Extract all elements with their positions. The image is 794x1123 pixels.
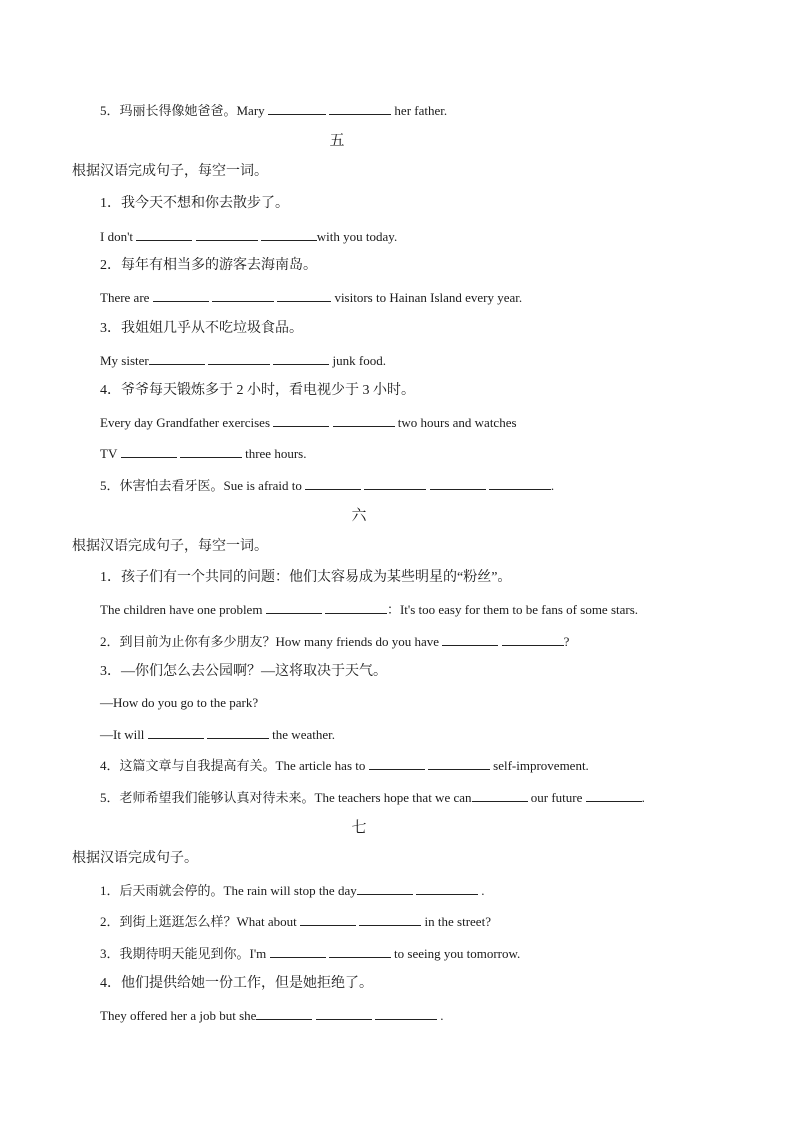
line-text: 5．玛丽长得像她爸爸。Mary <box>100 103 268 118</box>
sentence-line <box>100 788 645 806</box>
line-text: her father. <box>391 103 448 118</box>
line-text: 根据汉语完成句子，每空一词。 <box>72 539 268 554</box>
line-text: My sister <box>100 353 149 368</box>
line-text: . <box>550 478 555 493</box>
answer-blank <box>212 288 274 302</box>
line-text: I don't <box>100 229 137 244</box>
answer-blank <box>369 756 425 770</box>
sentence-line <box>100 881 484 899</box>
answer-blank <box>273 351 329 365</box>
answer-blank <box>428 756 490 770</box>
line-text: 六 <box>351 508 367 524</box>
line-text: with you today. <box>316 229 398 244</box>
line-text: self-improvement. <box>489 758 589 773</box>
answer-blank <box>268 101 326 115</box>
answer-blank <box>136 227 192 241</box>
answer-blank <box>430 476 486 490</box>
answer-line <box>100 288 522 306</box>
line-text: . <box>641 790 645 805</box>
answer-blank <box>153 288 209 302</box>
line-text: 4．他们提供给她一份工作，但是她拒绝了。 <box>100 976 373 991</box>
line-text: They offered her a job but she <box>100 1008 257 1023</box>
answer-blank <box>329 944 391 958</box>
answer-blank <box>359 912 421 926</box>
answer-blank <box>502 632 564 646</box>
answer-line <box>100 351 386 369</box>
line-text: our future <box>527 790 586 805</box>
line-text: 2．到目前为止你有多少朋友？How many friends do you have <box>100 634 443 649</box>
answer-blank <box>261 227 317 241</box>
line-text: 2．到街上逛逛怎么样？What about <box>100 914 301 929</box>
line-text: 4．爷爷每天锻炼多于 2 小时，看电视少于 3 小时。 <box>100 383 415 398</box>
question-item <box>100 257 317 275</box>
line-text: . <box>477 883 485 898</box>
sentence-line <box>100 944 520 962</box>
line-text: —It will <box>100 727 148 742</box>
answer-blank <box>277 288 331 302</box>
line-text: . <box>436 1008 444 1023</box>
line-text: in the street? <box>421 914 491 929</box>
sentence-line <box>100 476 554 494</box>
sentence-line <box>100 756 589 774</box>
section-heading <box>317 132 357 150</box>
answer-blank <box>121 444 177 458</box>
question-item <box>100 569 511 587</box>
answer-blank <box>207 725 269 739</box>
sentence-line <box>100 912 491 930</box>
answer-line <box>100 413 517 431</box>
line-text: TV <box>100 446 121 461</box>
answer-blank <box>416 881 478 895</box>
line-text: 根据汉语完成句子。 <box>72 851 198 866</box>
answer-blank <box>325 600 387 614</box>
section-heading <box>339 507 379 525</box>
section-heading <box>339 819 379 837</box>
line-text: to seeing you tomorrow. <box>390 946 521 961</box>
answer-line <box>100 227 397 245</box>
line-text: two hours and watches <box>394 415 517 430</box>
line-text: ：It's too easy for them to be fans of some stars. <box>386 602 639 617</box>
line-text: There are <box>100 290 153 305</box>
line-text: 3．我姐姐几乎从不吃垃圾食品。 <box>100 321 303 336</box>
question-item <box>100 975 373 993</box>
line-text: 五 <box>329 133 345 149</box>
answer-line <box>100 600 638 618</box>
line-text: The children have one problem <box>100 602 266 617</box>
line-text: 1．后天雨就会停的。The rain will stop the day <box>100 883 357 898</box>
answer-blank <box>208 351 270 365</box>
answer-blank <box>364 476 426 490</box>
answer-line <box>100 444 306 462</box>
answer-blank <box>357 881 413 895</box>
sentence-line <box>100 632 569 650</box>
line-text: —How do you go to the park? <box>100 695 259 710</box>
answer-line <box>100 1006 443 1024</box>
line-text: junk food. <box>329 353 386 368</box>
instruction <box>72 163 268 181</box>
sentence-line <box>100 101 447 119</box>
answer-blank <box>333 413 395 427</box>
question-item <box>100 320 303 338</box>
instruction <box>72 538 268 556</box>
line-text: 3．我期待明天能见到你。I'm <box>100 946 270 961</box>
answer-blank <box>180 444 242 458</box>
question-item <box>100 663 387 681</box>
answer-line <box>100 725 335 743</box>
line-text: 4．这篇文章与自我提高有关。The article has to <box>100 758 369 773</box>
line-text: 七 <box>351 820 367 836</box>
answer-blank <box>489 476 551 490</box>
answer-blank <box>316 1006 372 1020</box>
answer-line <box>100 694 258 712</box>
line-text: 3．—你们怎么去公园啊？—这将取决于天气。 <box>100 664 387 679</box>
line-text: 5．休害怕去看牙医。Sue is afraid to <box>100 478 306 493</box>
line-text: 5．老师希望我们能够认真对待未来。The teachers hope that we can <box>100 790 472 805</box>
question-item <box>100 195 289 213</box>
answer-blank <box>305 476 361 490</box>
answer-blank <box>442 632 498 646</box>
answer-blank <box>196 227 258 241</box>
answer-blank <box>329 101 391 115</box>
line-text: visitors to Hainan Island every year. <box>331 290 523 305</box>
line-text: 根据汉语完成句子，每空一词。 <box>72 164 268 179</box>
answer-blank <box>270 944 326 958</box>
line-text: 1．孩子们有一个共同的问题：他们太容易成为某些明星的“粉丝”。 <box>100 570 512 585</box>
answer-blank <box>148 725 204 739</box>
line-text: three hours. <box>241 446 307 461</box>
line-text: 2．每年有相当多的游客去海南岛。 <box>100 258 317 273</box>
line-text: ? <box>563 634 570 649</box>
answer-blank <box>256 1006 312 1020</box>
answer-blank <box>375 1006 437 1020</box>
answer-blank <box>149 351 205 365</box>
line-text: the weather. <box>268 727 335 742</box>
line-text: Every day Grandfather exercises <box>100 415 274 430</box>
answer-blank <box>300 912 356 926</box>
question-item <box>100 382 415 400</box>
answer-blank <box>273 413 329 427</box>
line-text: 1．我今天不想和你去散步了。 <box>100 196 289 211</box>
answer-blank <box>472 788 528 802</box>
instruction <box>72 850 198 868</box>
answer-blank <box>586 788 642 802</box>
answer-blank <box>266 600 322 614</box>
